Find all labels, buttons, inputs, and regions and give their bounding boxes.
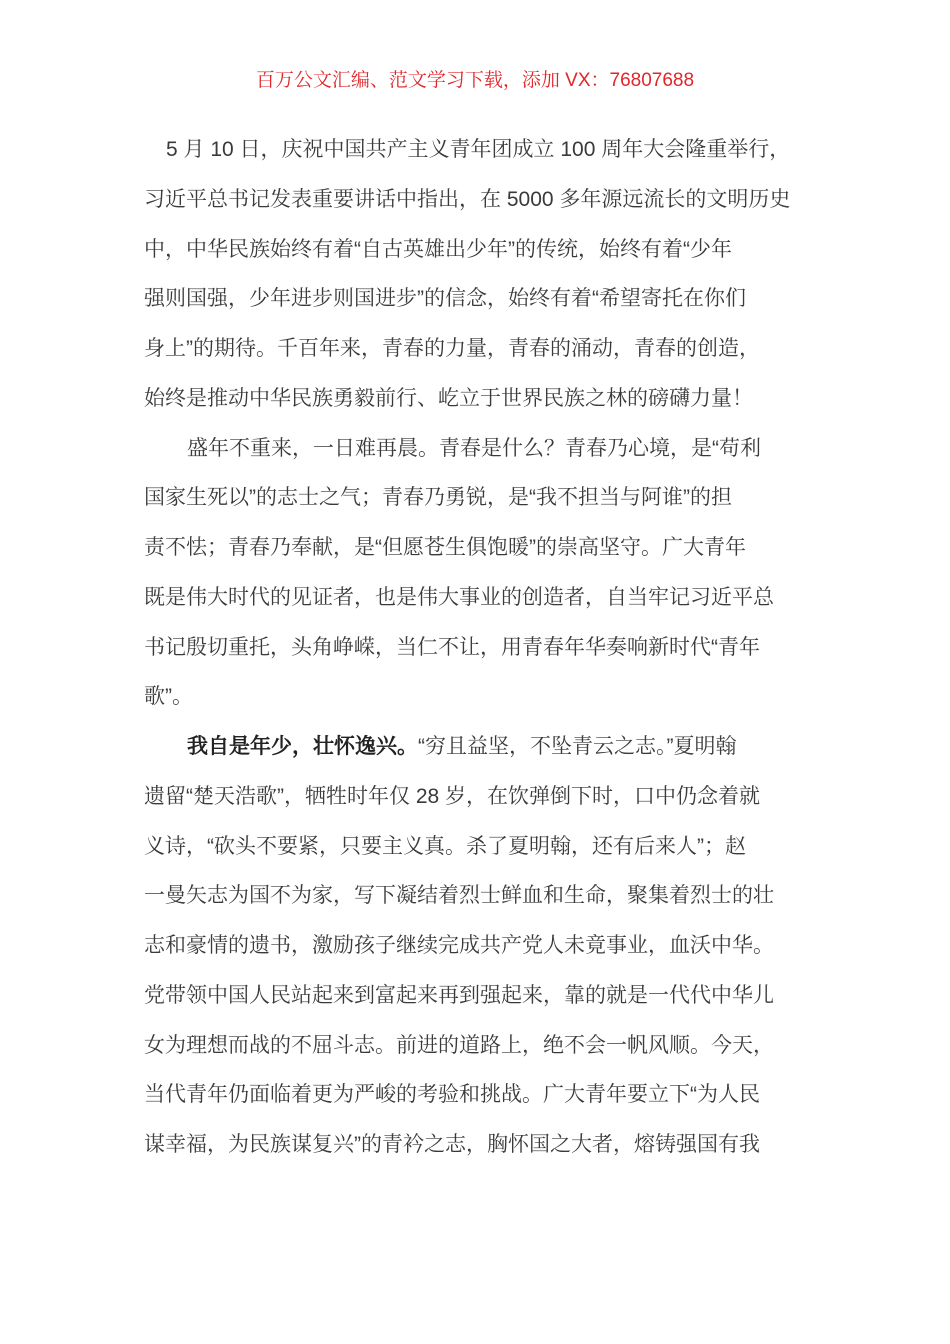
watermark-header: 百万公文汇编、范文学习下载，添加 VX：76807688 xyxy=(255,70,695,91)
paragraph-3 xyxy=(144,733,824,1181)
text-line: 始终是推动中华民族勇毅前行、屹立于世界民族之林的磅礴力量！ xyxy=(144,386,753,410)
text-line: 书记殷切重托，头角峥嵘，当仁不让，用青春年华奏响新时代“青年 xyxy=(144,635,760,659)
text-line xyxy=(144,733,824,783)
text-line: 责不怯；青春乃奉献，是“但愿苍生俱饱暖”的崇高坚守。广大青年 xyxy=(144,536,746,559)
bold-lead-sentence: 我自是年少，壮怀逸兴。 xyxy=(187,735,418,758)
text-span: “穷且益坚，不坠青云之志。”夏明翰 xyxy=(418,735,737,758)
text-line: 志和豪情的遗书，激励孩子继续完成共产党人未竟事业，血沃中华。 xyxy=(144,934,774,957)
text-line: 中，中华民族始终有着“自古英雄出少年”的传统，始终有着“少年 xyxy=(144,237,732,261)
text-line: 谋幸福，为民族谋复兴”的青衿之志，胸怀国之大者，熔铸强国有我 xyxy=(144,1133,760,1156)
text-line: 强则国强，少年进步则国进步”的信念，始终有着“希望寄托在你们 xyxy=(144,287,746,311)
text-line: 既是伟大时代的见证者，也是伟大事业的创造者，自当牢记习近平总 xyxy=(144,585,774,609)
text-line: 盛年不重来，一日难再晨。青春是什么？青春乃心境，是“苟利 xyxy=(187,436,761,460)
paragraph-2 xyxy=(144,435,824,734)
text-line: 习近平总书记发表重要讲话中指出，在 5000 多年源远流长的文明历史 xyxy=(144,187,791,211)
text-line: 遗留“楚天浩歌”，牺牲时年仅 28 岁，在饮弹倒下时，口中仍念着就 xyxy=(144,784,761,808)
text-line: 义诗，“砍头不要紧，只要主义真。杀了夏明翰，还有后来人”；赵 xyxy=(144,834,746,858)
paragraph-1 xyxy=(144,136,824,435)
text-line: 当代青年仍面临着更为严峻的考验和挑战。广大青年要立下“为人民 xyxy=(144,1083,760,1107)
text-line: 国家生死以”的志士之气；青春乃勇锐，是“我不担当与阿谁”的担 xyxy=(144,486,732,510)
text-line: 5 月 10 日，庆祝中国共产主义青年团成立 100 周年大会隆重举行， xyxy=(166,138,791,161)
text-line: 一曼矢志为国不为家，写下凝结着烈士鲜血和生命，聚集着烈士的壮 xyxy=(144,884,774,908)
text-line: 身上”的期待。千百年来，青春的力量，青春的涌动，青春的创造， xyxy=(144,337,760,360)
text-line: 党带领中国人民站起来到富起来再到强起来，靠的就是一代代中华儿 xyxy=(144,983,774,1007)
document-body xyxy=(144,136,824,1181)
text-line: 女为理想而战的不屈斗志。前进的道路上，绝不会一帆风顺。今天， xyxy=(144,1033,774,1057)
text-line: 歌”。 xyxy=(144,685,193,709)
